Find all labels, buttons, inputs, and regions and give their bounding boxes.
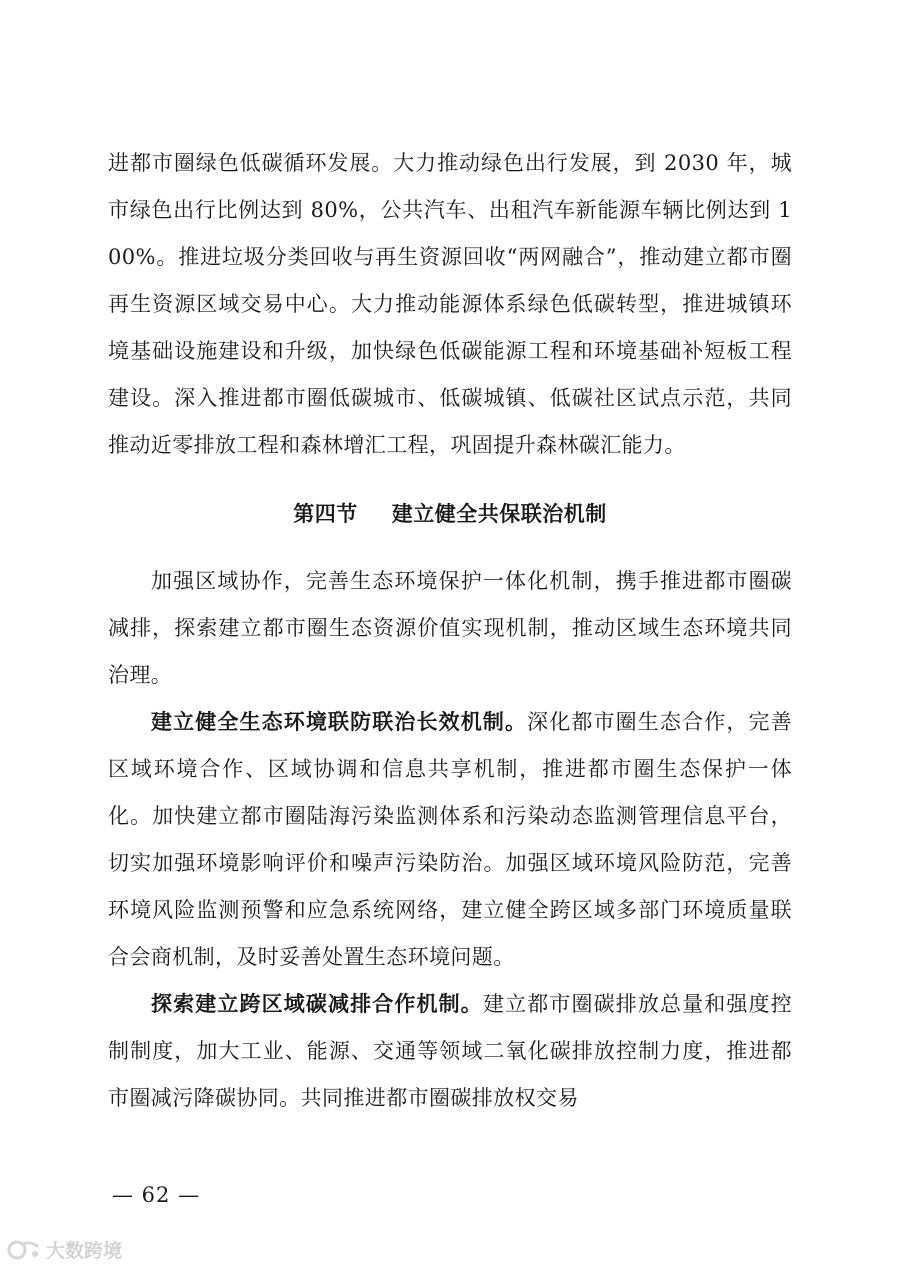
section-number: 第四节 [293, 502, 358, 526]
section-title: 建立健全共保联治机制 [391, 502, 607, 526]
watermark-text: 大数跨境 [46, 1240, 123, 1262]
paragraph-regional-cooperation: 加强区域协作，完善生态环境保护一体化机制，携手推进都市圈碳减排，探索建立都市圈生态资源价值实现机制，推动区域生态环境共同治理。 [108, 569, 792, 687]
document-body [108, 140, 792, 1122]
section-heading [108, 469, 792, 558]
page-number: — 62 — [112, 1183, 201, 1207]
paragraph-body: 建立都市圈碳排放总量和强度控制制度，加大工业、能源、交通等领域二氧化碳排放控制力度，推进都市圈减污降碳协同。共同推进都市圈碳排放权交易 [108, 992, 793, 1110]
paragraph-green-low-carbon: 进都市圈绿色低碳循环发展。大力推动绿色出行发展，到 2030 年，城市绿色出行比例达到 80%，公共汽车、出租汽车新能源车辆比例达到 100%。推进垃圾分类回收与再生资源回收“两网融合”，推动建立都市圈再生资源区域交易中心。大力推动能源体系绿色低碳转型，推进城镇环境基础设施建设和升级，加快绿色低碳能源工程和环境基础补短板工程建设。深入推进都市圈低碳城市、低碳城镇、低碳社区试点示范，共同推动近零排放工程和森林增汇工程，巩固提升森林碳汇能力。 [108, 151, 792, 457]
paragraph-body: 深化都市圈生态合作，完善区域环境合作、区域协调和信息共享机制，推进都市圈生态保护一体化。加快建立都市圈陆海污染监测体系和污染动态监测管理信息平台，切实加强环境影响评价和噪声污染防治。加强区域环境风险防范，完善环境风险监测预警和应急系统网络，建立健全跨区域多部门环境质量联合会商机制，及时妥善处置生态环境问题。 [108, 710, 792, 969]
paragraph-lead-heading: 探索建立跨区域碳减排合作机制。 [151, 992, 483, 1016]
watermark [6, 1236, 122, 1263]
paragraph-joint-prevention [108, 699, 792, 981]
brand-logo-icon [6, 1239, 40, 1261]
paragraph-carbon-reduction [108, 981, 792, 1122]
paragraph-lead-heading: 建立健全生态环境联防联治长效机制。 [151, 710, 528, 734]
